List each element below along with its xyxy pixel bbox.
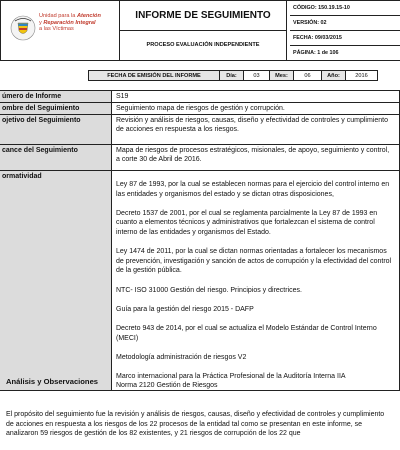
regulation-item: NTC- ISO 31000 Gestión del riesgo. Principios y directrices. [116, 286, 302, 294]
process-subtitle: PROCESO EVALUACIÓN INDEPENDIENTE [146, 42, 260, 48]
day-label: Día: [220, 70, 244, 81]
logo-cell [1, 1, 120, 61]
meta-version: VERSIÓN: 02 [290, 16, 400, 31]
regulation-item: Ley 1474 de 2011, por la cual se dictan normas orientadas a fortalecer los mecanismos de prevención, investigación y sanción de actos de corrupción y la efectividad del control de la gestión pública. [116, 248, 392, 275]
report-number-label: úmero de Informe [0, 91, 112, 102]
day-value: 03 [244, 70, 270, 81]
regulation-item: Decreto 1537 de 2001, por el cual se reglamenta parcialmente la Ley 87 de 1993 en cuanto a elementos técnicos y administrativos que fortalezcan el sistema de control interno de las entidades y organismos del Estado. [116, 209, 378, 236]
row-scope [0, 145, 400, 171]
regulation-item: Metodología administración de riesgos V2 [116, 353, 247, 361]
document-meta [287, 1, 400, 61]
document-header [0, 0, 400, 62]
regulation-item: Ley 87 de 1993, por la cual se establecen normas para el ejercicio del control interno en las entidades y organismos del estado y se dictan otras disposiciones, [116, 181, 390, 198]
analysis-heading: Análisis y Observaciones [6, 377, 99, 386]
analysis-paragraph: El propósito del seguimiento fue la revisión y análisis de riesgos, causas, diseño y efectividad de controles y cumplimiento de acciones en respuesta a los riesgos de los 22 procesos de la entidad tal como se presentan en este informe, se analizaron 59 riesgos de gestión de los 82 existentes, y 21 riesgos de corrupción de los 22 que [6, 411, 385, 438]
colombia-seal-icon [10, 15, 36, 41]
year-value: 2016 [346, 70, 378, 81]
report-number-value: S19 [112, 91, 400, 102]
regulation-item: Decreto 943 de 2014, por el cual se actualiza el Modelo Estándar de Control Interno (MECI) [116, 324, 377, 342]
follow-up-name-label: ombre del Seguimiento [0, 103, 112, 114]
meta-page: PÁGINA: 1 de 106 [293, 50, 339, 56]
row-regulations [0, 171, 400, 391]
scope-label: cance del Seguimiento [0, 145, 112, 170]
objective-label: ojetivo del Seguimiento [0, 115, 112, 144]
report-title: INFORME DE SEGUIMIENTO [120, 2, 286, 31]
report-info-table [0, 90, 400, 391]
row-objective [0, 115, 400, 145]
year-label: Año: [322, 70, 346, 81]
title-cell [120, 1, 287, 61]
regulation-item: Marco internacional para la Práctica Profesional de la Auditoría Interna IIA Norma 2120 Gestión de Riesgos [116, 372, 346, 390]
follow-up-name-value: Seguimiento mapa de riesgos de gestión y corrupción. [112, 103, 400, 114]
regulations-label: ormatividad [0, 171, 112, 390]
month-value: 06 [294, 70, 322, 81]
regulation-item: Guía para la gestión del riesgo 2015 - DAFP [116, 305, 254, 313]
regulations-list [112, 171, 400, 390]
objective-value: Revisión y análisis de riesgos, causas, diseño y efectividad de controles y cumplimiento de acciones en respuesta a los riesgos. [112, 115, 400, 144]
emission-date-row [88, 70, 378, 81]
emission-title: FECHA DE EMISIÓN DEL INFORME [88, 70, 220, 81]
row-report-number [0, 90, 400, 103]
meta-code: CÓDIGO: 150.19.15-10 [290, 1, 400, 16]
month-label: Mes: [270, 70, 294, 81]
meta-date: FECHA: 09/03/2015 [290, 31, 400, 46]
row-follow-up-name [0, 103, 400, 115]
scope-value: Mapa de riesgos de procesos estratégicos, misionales, de apoyo, seguimiento y control, a corte 30 de Abril de 2016. [112, 145, 400, 170]
unit-logo-text: Unidad para la Atención y Reparación Integral a las Víctimas [39, 13, 101, 33]
